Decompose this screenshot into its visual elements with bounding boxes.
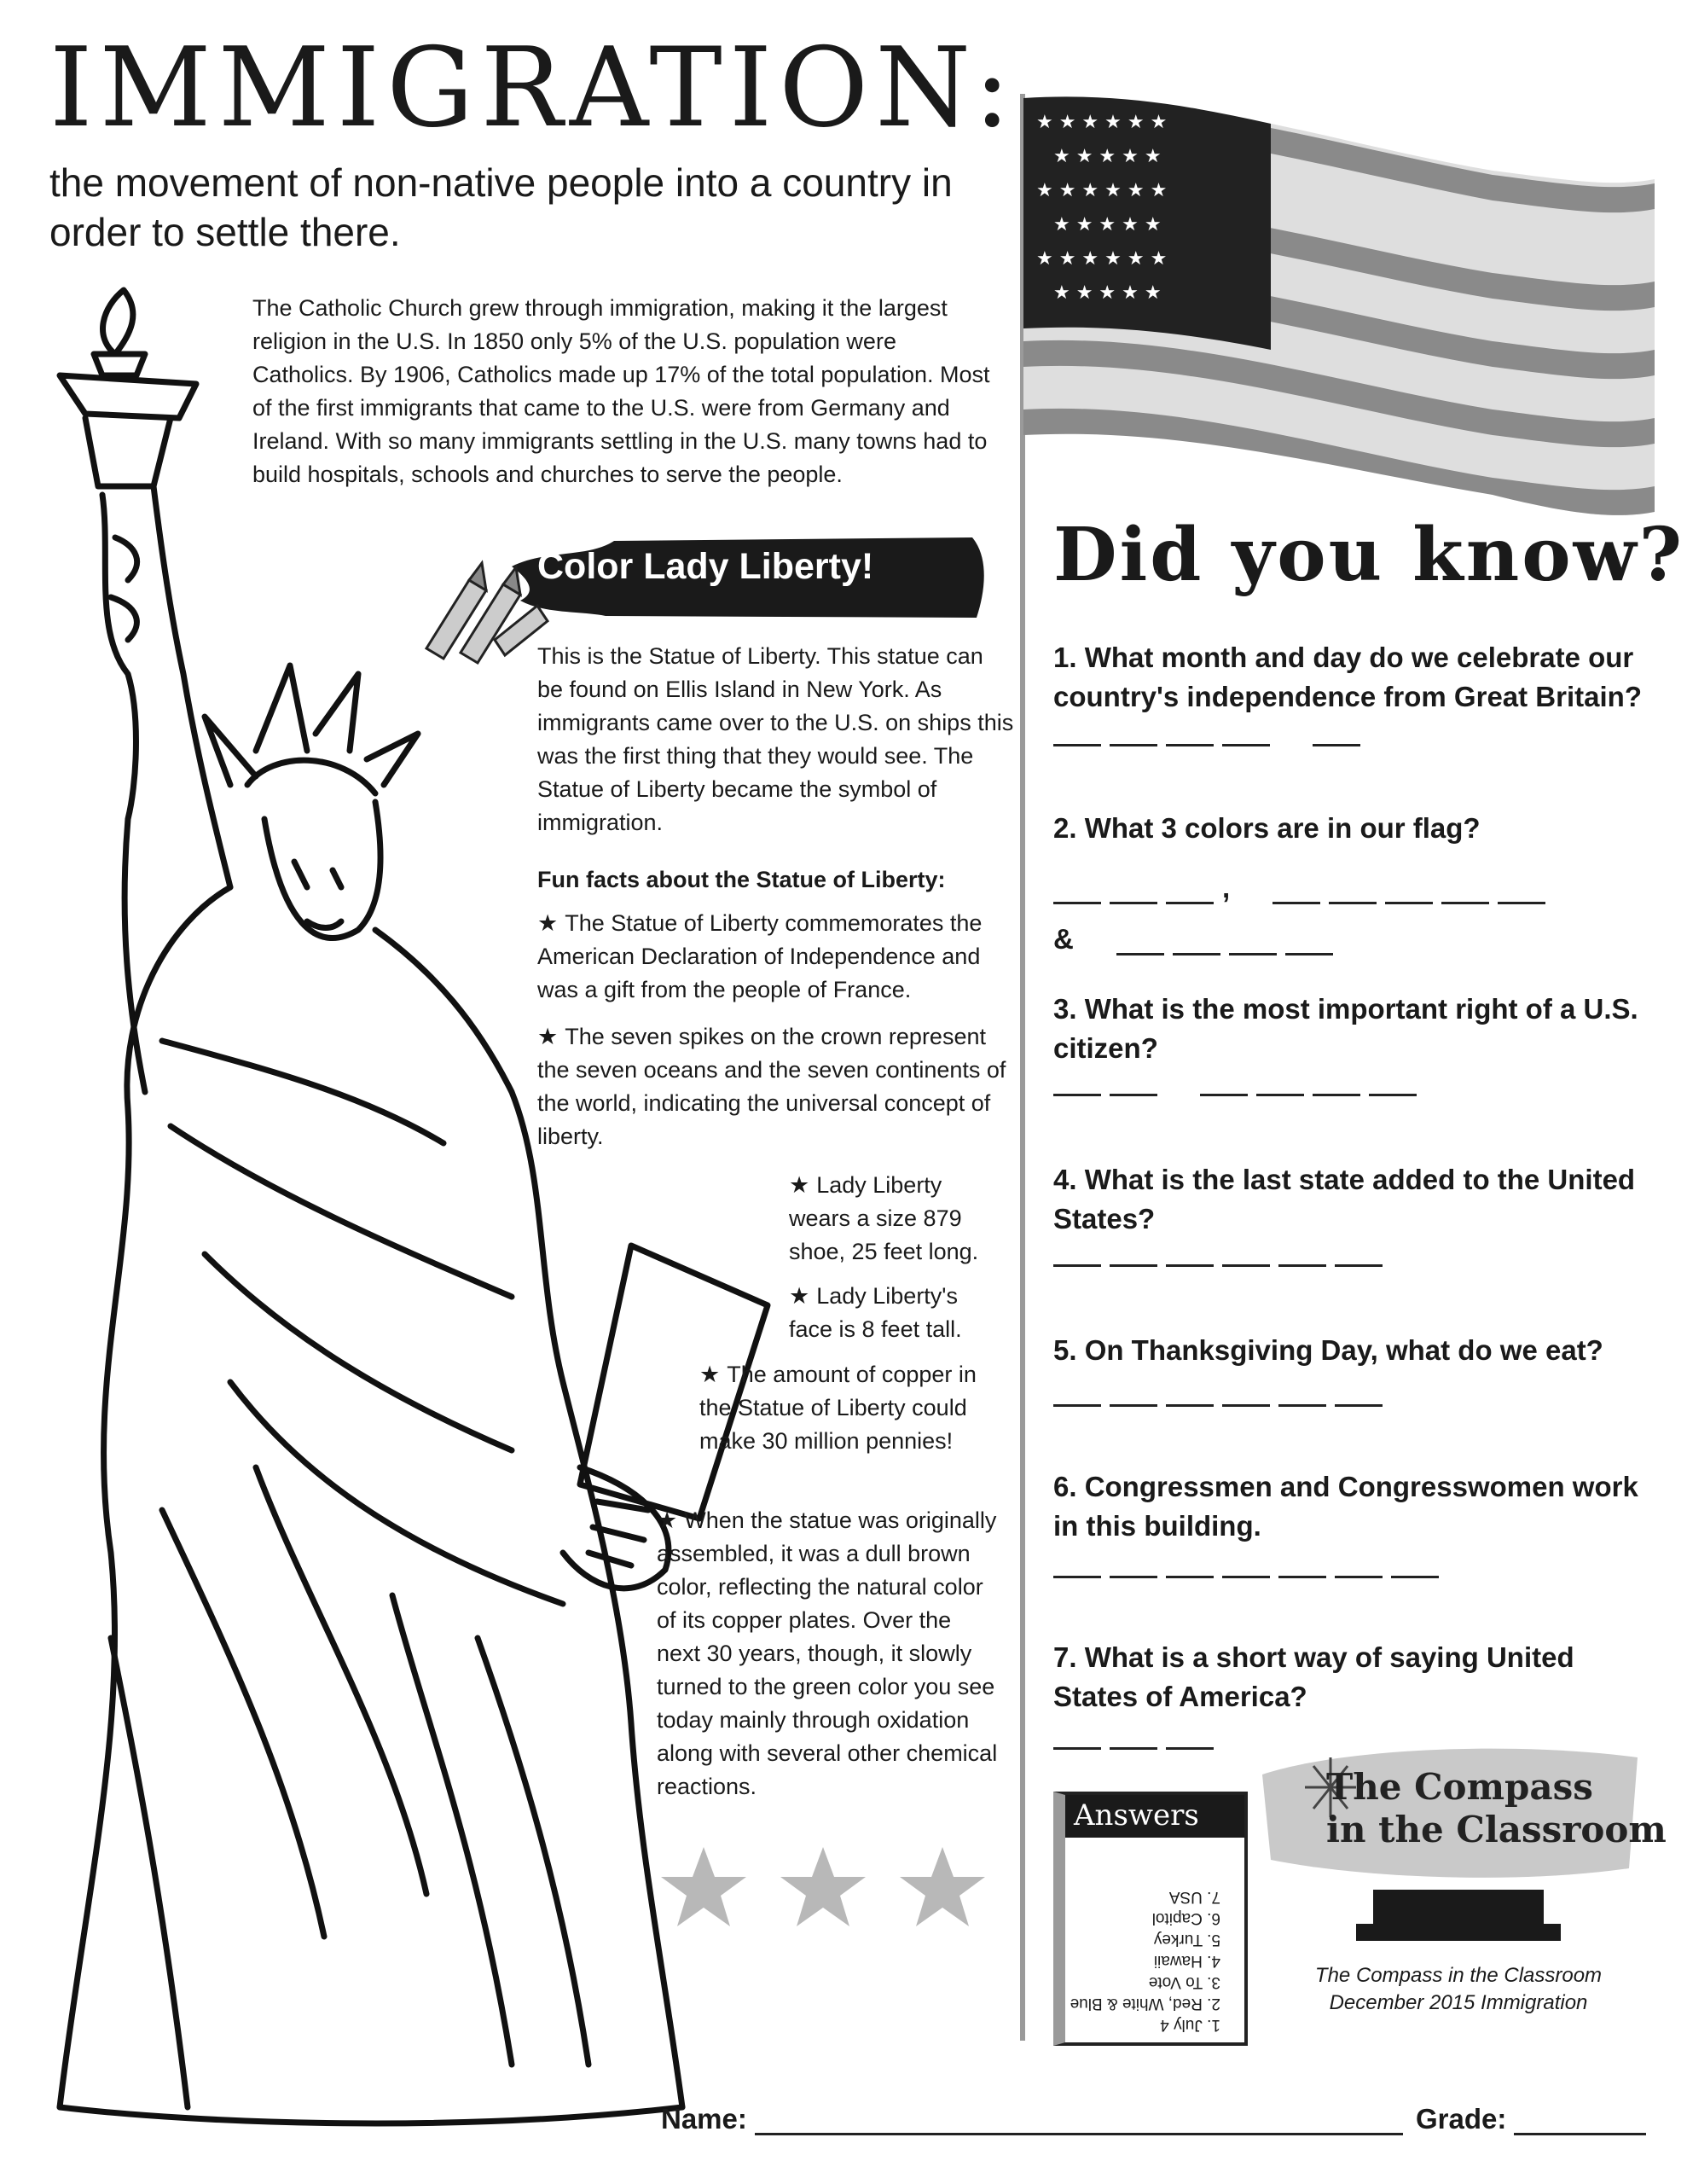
question-1: 1. What month and day do we celebrate our country's independence from Great Britain?: [1053, 642, 1642, 712]
answer-blanks-2[interactable]: ,: [1053, 872, 1545, 904]
svg-text:★ ★ ★ ★ ★: ★ ★ ★ ★ ★: [1053, 282, 1162, 304]
answer-blanks-2b[interactable]: &: [1053, 923, 1333, 956]
fun-fact-item: ★ Lady Liberty wears a size 879 shoe, 25 feet long.: [789, 1172, 979, 1264]
answer-item: 6. Capitol: [1151, 1909, 1220, 1927]
answers-list-upside-down: [1065, 1843, 1236, 2036]
question-3: 3. What is the most important right of a U.S. citizen?: [1053, 993, 1638, 1064]
name-field-line[interactable]: [755, 2133, 1403, 2135]
answers-box: [1053, 1792, 1248, 2046]
intro-paragraph: The Catholic Church grew through immigration, making it the largest religion in the U.S. In 1850 only 5% of the U.S. population were Catholics. By 1906, Catholics made up 17% of the total population. Most of the first immigrants that came to the U.S. were from Germany and Ireland. With so many immigrants settling in the U.S. many towns had to build hospitals, schools and churches to serve the people.: [252, 295, 990, 487]
decorative-stars: [657, 1843, 989, 1937]
question-2: 2. What 3 colors are in our flag?: [1053, 812, 1481, 844]
answer-blanks-3[interactable]: [1053, 1092, 1417, 1096]
answer-item: 3. To Vote: [1148, 1973, 1220, 1991]
svg-text:★ ★ ★ ★ ★: ★ ★ ★ ★ ★: [1053, 146, 1162, 167]
fun-fact-item: ★ The Statue of Liberty commemorates the American Declaration of Independence and was a gift from the people of France.: [537, 910, 983, 1002]
definition-text: the movement of non-native people into a country in order to settle there.: [49, 160, 953, 254]
grade-label: Grade:: [1416, 2103, 1507, 2135]
question-5: 5. On Thanksgiving Day, what do we eat?: [1053, 1334, 1603, 1366]
answer-blanks-4[interactable]: [1053, 1263, 1383, 1267]
star-icon: [661, 1847, 746, 1926]
answers-heading: Answers: [1065, 1795, 1244, 1838]
fun-fact-item: ★ When the statue was originally assembled, it was a dull brown color, reflecting the natural color of its copper plates. Over the next 30 years, though, it slowly turned to the green color you see today mainly through oxidation along with several other chemical reactions.: [657, 1507, 998, 1799]
star-icon: [900, 1847, 985, 1926]
crayons-icon: [409, 546, 554, 665]
star-bullet-icon: ★: [699, 1362, 721, 1387]
american-flag-illustration: [1015, 94, 1663, 555]
svg-text:★ ★ ★ ★ ★ ★: ★ ★ ★ ★ ★ ★: [1036, 112, 1168, 133]
star-icon: [780, 1847, 866, 1926]
answer-item: 5. Turkey: [1153, 1931, 1220, 1949]
answer-blanks-7[interactable]: [1053, 1745, 1214, 1750]
statue-description: This is the Statue of Liberty. This statue can be found on Ellis Island in New York. As immigrants came over to the U.S. on ships this was the first thing that they would see. The Statue of Liberty became the symbol of immigration.: [537, 643, 1014, 835]
fun-facts-heading: Fun facts about the Statue of Liberty:: [537, 867, 946, 892]
svg-text:★ ★ ★ ★ ★ ★: ★ ★ ★ ★ ★ ★: [1036, 248, 1168, 270]
answer-blanks-5[interactable]: [1053, 1403, 1383, 1407]
fun-fact-item: ★ Lady Liberty's face is 8 feet tall.: [789, 1283, 962, 1342]
star-bullet-icon: ★: [537, 1024, 559, 1049]
answer-item: 2. Red, White & Blue: [1070, 1995, 1220, 2013]
svg-text:★ ★ ★ ★ ★: ★ ★ ★ ★ ★: [1053, 214, 1162, 235]
question-6: 6. Congressmen and Congresswomen work in this building.: [1053, 1471, 1638, 1542]
answer-item: 1. July 4: [1160, 2016, 1220, 2034]
star-bullet-icon: ★: [657, 1507, 678, 1533]
answer-item: 4. Hawaii: [1153, 1952, 1220, 1970]
publication-caption: The Compass in the Classroom December 2015 Immigration: [1314, 1964, 1603, 2014]
star-bullet-icon: ★: [789, 1283, 810, 1309]
name-label: Name:: [661, 2103, 747, 2135]
star-bullet-icon: ★: [789, 1172, 810, 1198]
fun-fact-item: ★ The amount of copper in the Statue of Liberty could make 30 million pennies!: [699, 1362, 977, 1454]
page-title: IMMIGRATION:: [49, 25, 1017, 152]
question-7: 7. What is a short way of saying United States of America?: [1053, 1641, 1574, 1712]
fun-fact-item: ★ The seven spikes on the crown represent the seven oceans and the seven continents of the world, indicating the universal concept of liberty.: [537, 1024, 1006, 1149]
question-4: 4. What is the last state added to the United States?: [1053, 1164, 1636, 1234]
answer-blanks-1[interactable]: [1053, 742, 1360, 746]
answer-blanks-6[interactable]: [1053, 1574, 1439, 1578]
answer-item: 7. USA: [1168, 1888, 1220, 1906]
color-banner-label: Color Lady Liberty!: [537, 546, 874, 587]
grade-field-line[interactable]: [1514, 2133, 1646, 2135]
star-bullet-icon: ★: [537, 910, 559, 936]
compass-logo-text: The Compass in the Classroom: [1326, 1766, 1667, 1850]
did-you-know-heading: Did you know?: [1053, 512, 1685, 598]
svg-text:★ ★ ★ ★ ★ ★: ★ ★ ★ ★ ★ ★: [1036, 180, 1168, 201]
